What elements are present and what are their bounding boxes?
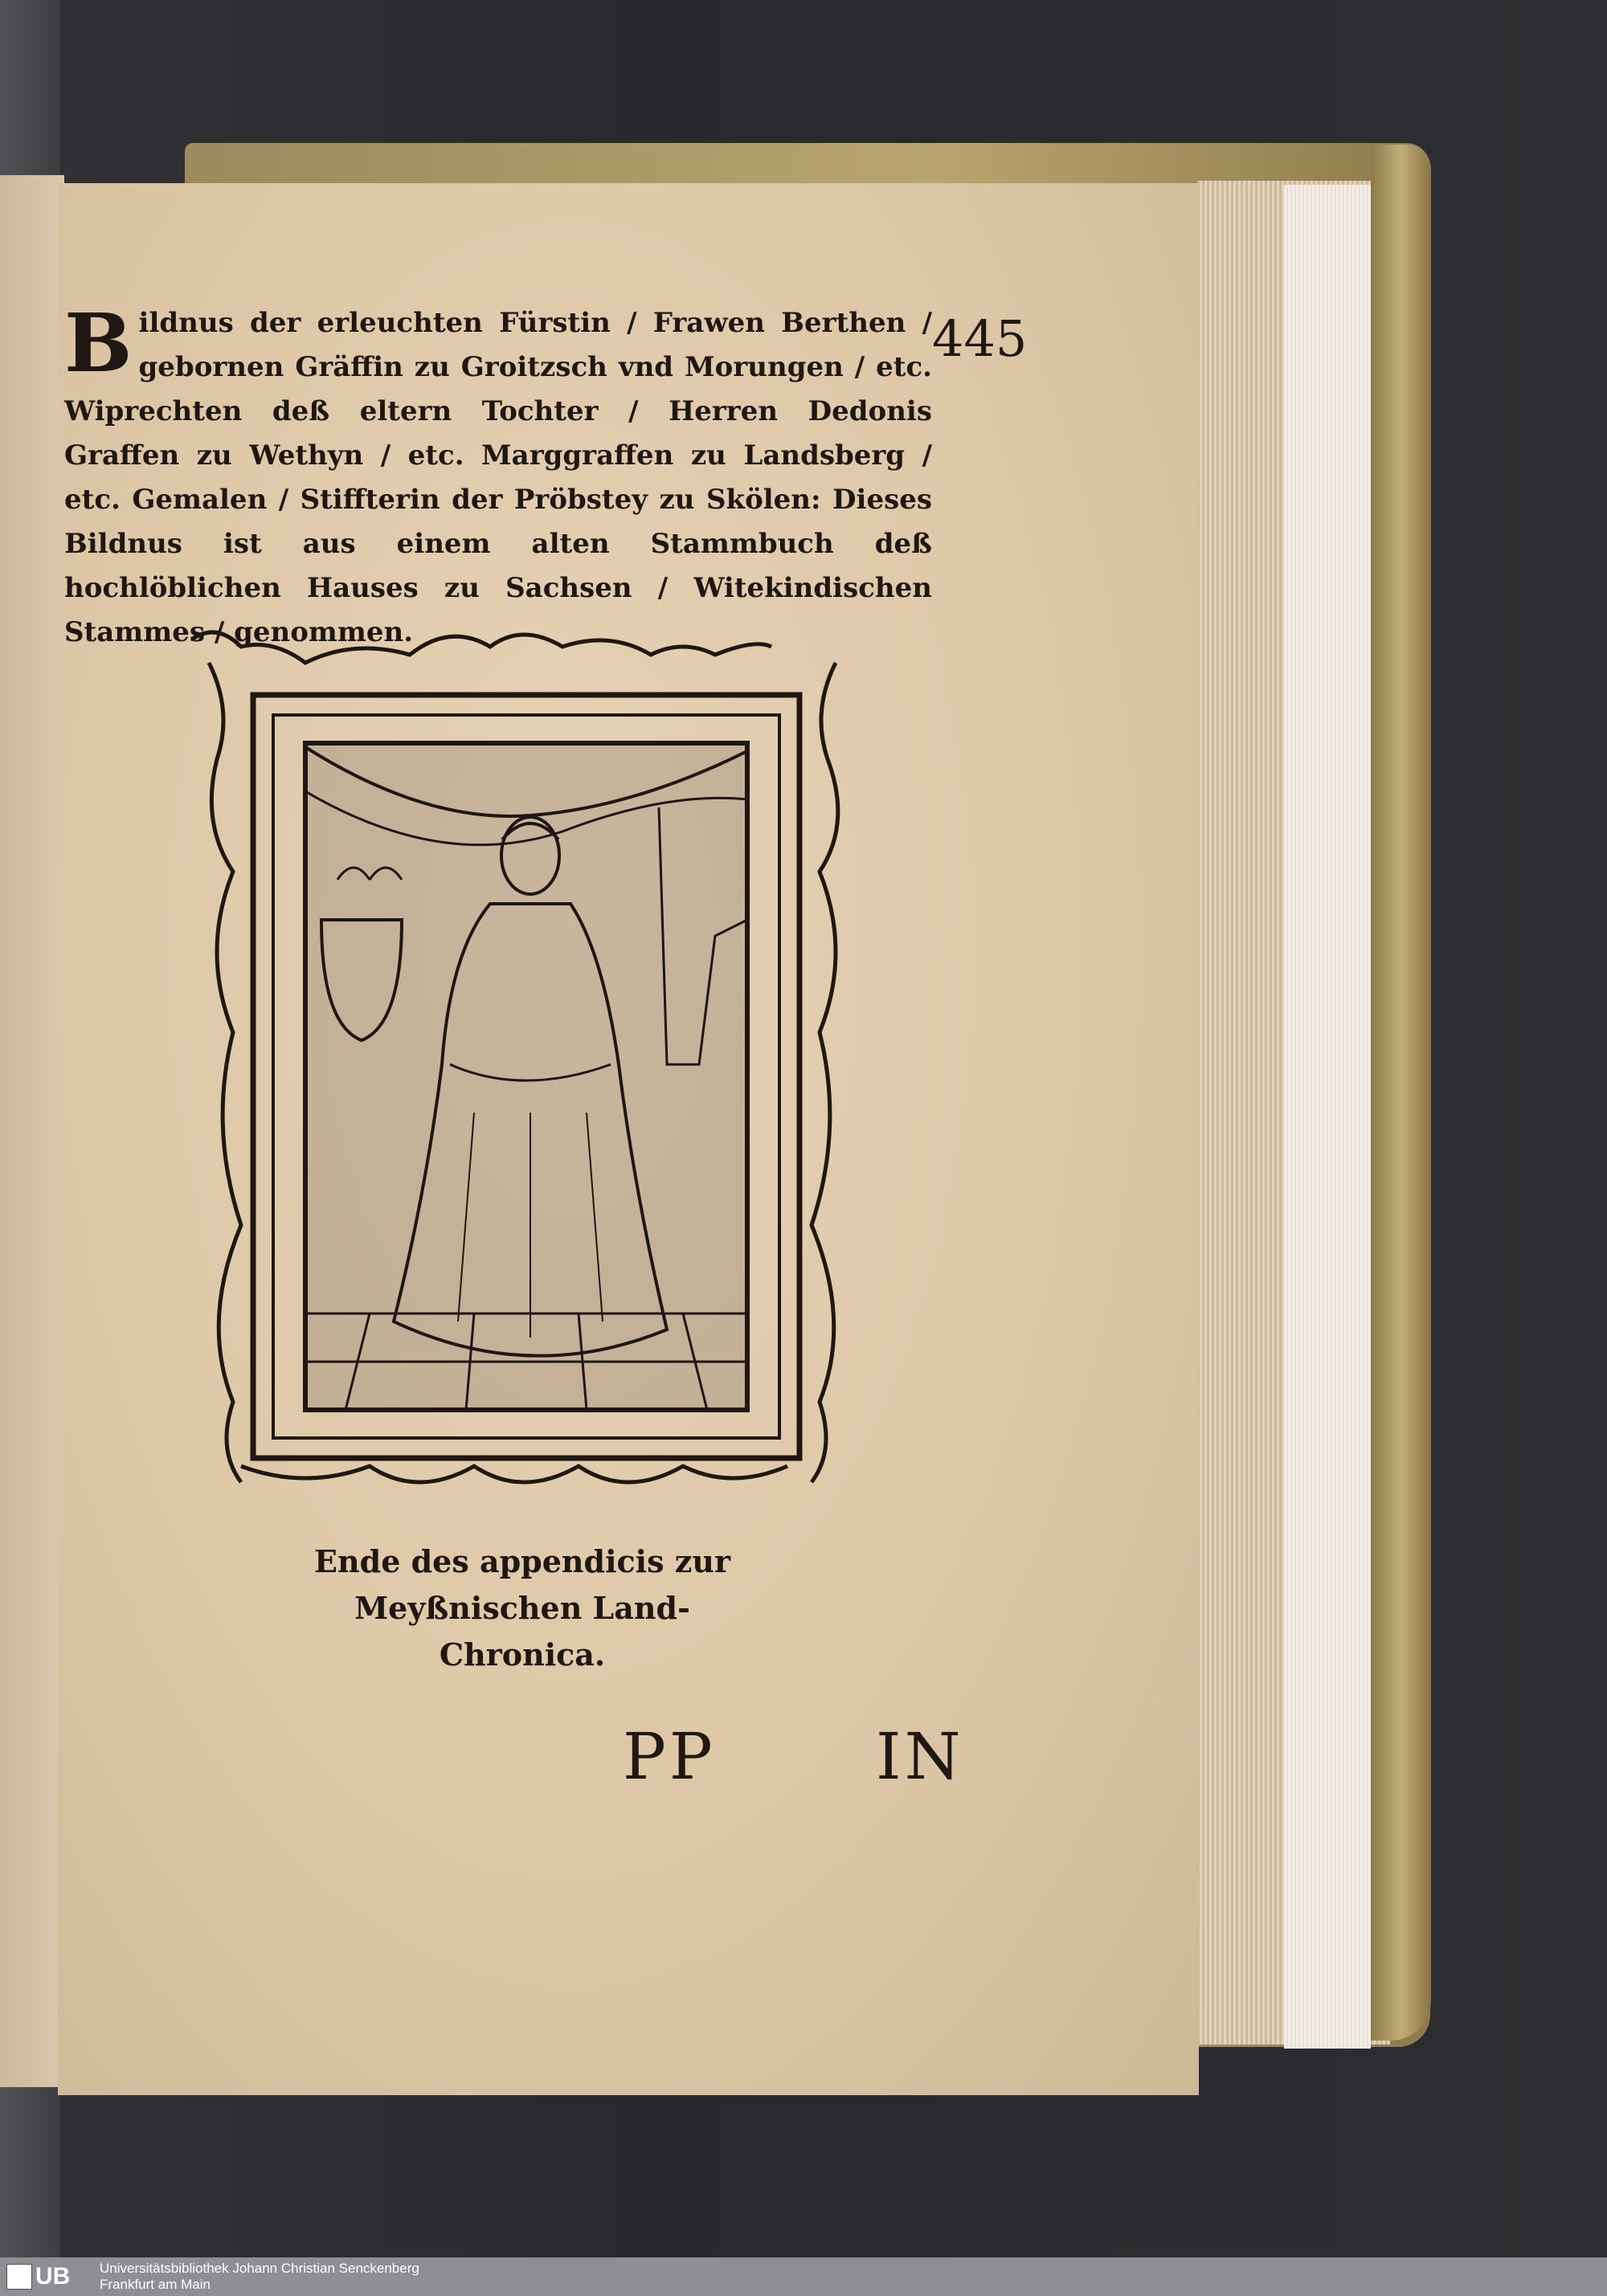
signature-mark-right: IN — [876, 1719, 964, 1794]
decorated-initial: B — [64, 296, 133, 390]
previous-page-edge — [0, 175, 64, 2087]
ending-line-1: Ende des appendicis zur Meyßnischen Land- — [314, 1543, 730, 1626]
footer-line-1: Universitätsbibliothek Johann Christian Senckenberg — [100, 2261, 419, 2276]
ending-line-2: Chronica. — [439, 1636, 606, 1673]
logo-icon — [6, 2264, 32, 2290]
footer-line-2: Frankfurt am Main — [100, 2277, 211, 2292]
page-heading — [64, 296, 932, 655]
logo-text: UB — [35, 2263, 71, 2290]
page-stack-white — [1284, 185, 1371, 2049]
footer-text — [100, 2261, 419, 2293]
library-logo[interactable] — [6, 2264, 70, 2290]
cover-flap — [1371, 145, 1431, 2041]
heading-text: ildnus der erleuchten Fürstin / Frawen Berthen / gebornen Gräffin zu Groitzsch vnd Morungen / etc. Wiprechten deß eltern Tochter / Herren Dedonis Graffen zu Wethyn / etc. Marggraffen zu Landsberg / etc. Gemalen / Stiffterin der Pröbstey zu Skölen: Dieses Bildnus ist aus einem alten Stammbuch deß hochlöblichen Hauses zu Sachsen / Witekindischen Stammes / genommen. — [64, 307, 932, 648]
ending-note — [209, 1538, 836, 1678]
footer-bar — [0, 2257, 1607, 2296]
page-number: 445 — [932, 309, 1028, 368]
woodcut-portrait-illustration — [185, 615, 868, 1506]
signature-mark-left: PP — [623, 1719, 716, 1794]
